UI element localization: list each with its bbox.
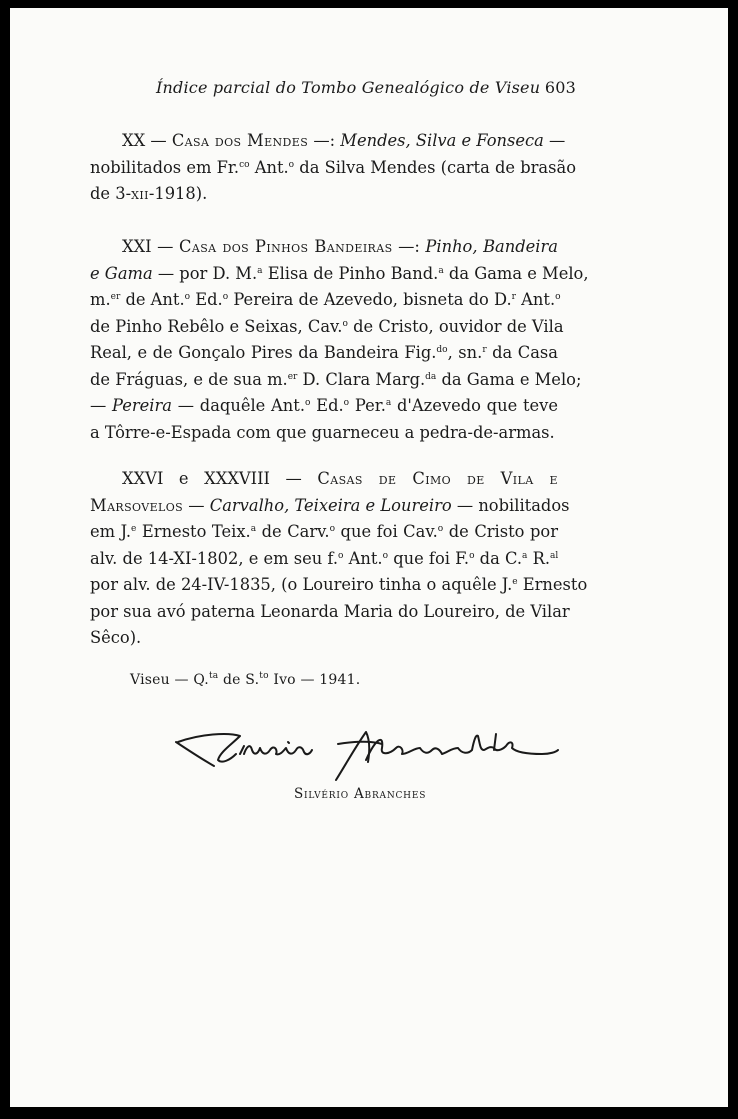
line: Marsovelos — Carvalho, Teixeira e Loureiro — nobilitados xyxy=(90,495,570,515)
document-page xyxy=(10,8,728,1107)
printed-signature-name: Silvério Abranches xyxy=(294,786,427,802)
paragraph-xx xyxy=(90,128,576,208)
header-title: Índice parcial do Tombo Genealógico de Viseu xyxy=(156,78,541,97)
line: em J.$^e$ Ernesto Teix.$^a$ de Carv.$^o$ que foi Cav.$^o$ de Cristo por xyxy=(90,522,558,541)
line: Sêco). xyxy=(90,628,142,647)
line: por sua avó paterna Leonarda Maria do Loureiro, de Vilar xyxy=(90,601,570,621)
line: de Pinho Rebêlo e Seixas, Cav.$^o$ de Cristo, ouvidor de Vila xyxy=(90,316,564,336)
surnames: Mendes, Silva e Fonseca xyxy=(340,131,544,150)
house-name: Casa dos Pinhos Bandeiras xyxy=(179,237,393,256)
house-name: Casa dos Mendes xyxy=(171,131,309,150)
line: nobilitados em Fr.$^{co}$ Ant.$^o$ da Silva Mendes (carta de brasão xyxy=(90,157,576,177)
line: alv. de 14-XI-1802, e em seu f.$^o$ Ant.$^o$ que foi F.$^o$ da C.$^a$ R.$^{al}$ xyxy=(90,548,559,568)
running-header xyxy=(156,78,576,97)
paragraph-xxvi xyxy=(90,466,588,652)
handwritten-signature xyxy=(170,720,560,792)
surnames: Pinho, Bandeira xyxy=(425,237,559,256)
dateline: Viseu — Q.$^{ta}$ de S.$^{to}$ Ivo — 1941. xyxy=(130,671,361,688)
line: XX — Casa dos Mendes —: Mendes, Silva e Fonseca — xyxy=(122,131,566,150)
line: de 3-xii-1918). xyxy=(90,184,208,203)
line: XXVI e XXXVIII — Casas de Cimo de Vila e xyxy=(122,469,558,488)
surnames: Carvalho, Teixeira e Loureiro xyxy=(209,495,452,515)
house-name: Casas de Cimo de Vila e xyxy=(317,469,558,488)
paragraph-xxi xyxy=(90,234,589,446)
line: por alv. de 24-IV-1835, (o Loureiro tinha o aquêle J.$^e$ Ernesto xyxy=(90,575,588,594)
line: m.$^{er}$ de Ant.$^o$ Ed.$^o$ Pereira de Azevedo, bisneta do D.$^r$ Ant.$^o$ xyxy=(90,290,561,309)
line: e Gama — por D. M.$^a$ Elisa de Pinho Band.$^a$ da Gama e Melo, xyxy=(90,263,589,283)
line: — Pereira — daquêle Ant.$^o$ Ed.$^o$ Per.$^a$ d'Azevedo que teve xyxy=(90,396,558,415)
line: a Tôrre-e-Espada com que guarneceu a pedra-de-armas. xyxy=(90,422,555,442)
line: de Fráguas, e de sua m.$^{er}$ D. Clara Marg.$^{da}$ da Gama e Melo; xyxy=(90,369,582,389)
line: XXI — Casa dos Pinhos Bandeiras —: Pinho, Bandeira xyxy=(122,237,559,256)
line: Real, e de Gonçalo Pires da Bandeira Fig.$^{do}$, sn.$^r$ da Casa xyxy=(90,343,558,362)
page-number: 603 xyxy=(544,78,576,97)
